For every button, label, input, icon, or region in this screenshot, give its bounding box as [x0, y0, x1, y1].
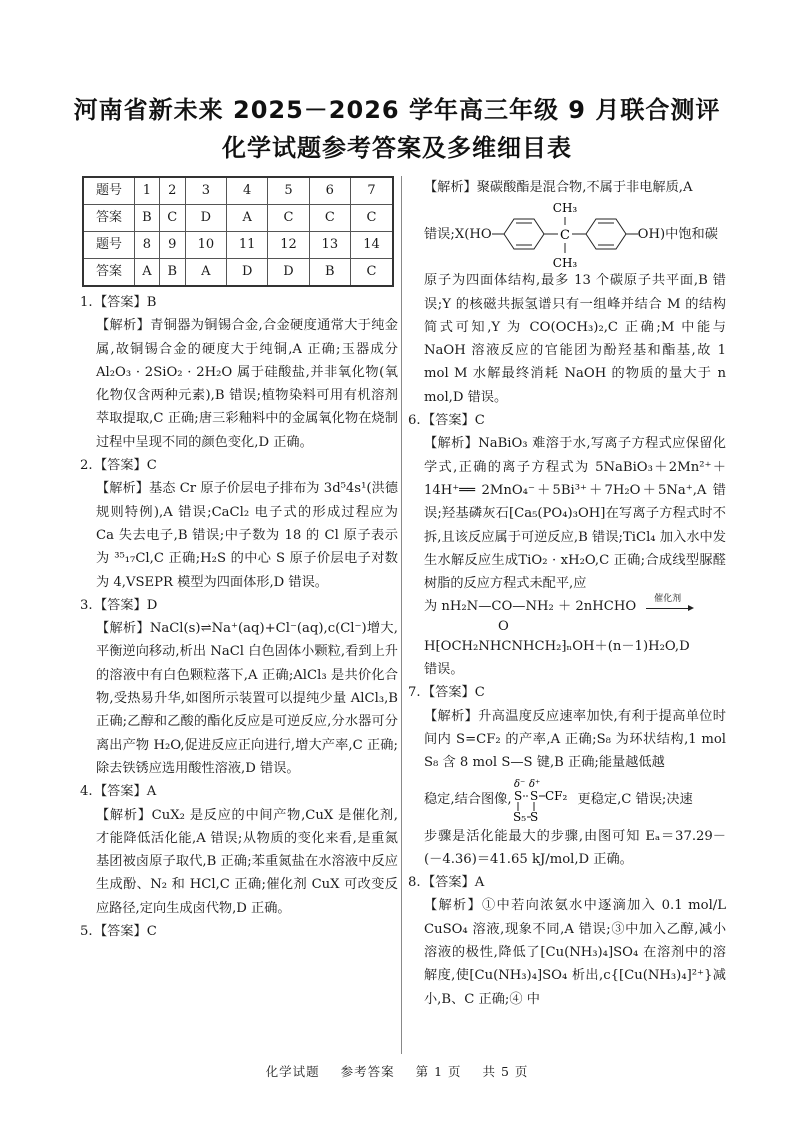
urea-equation [424, 595, 726, 618]
equation-reactants: 为 nH₂N—CO—NH₂ ＋ 2nHCHO [424, 599, 637, 615]
analysis-label: 【解析】 [96, 481, 149, 497]
table-cell: 14 [350, 232, 393, 259]
table-cell: C [309, 205, 350, 232]
table-row-answers-2 [83, 259, 393, 287]
analysis-text: NaBiO₃ 难溶于水,写离子方程式应保留化学式,正确的离子方程式为 5NaBiO₃＋2Mn²⁺＋14H⁺══ 2MnO₄⁻＋5Bi³⁺＋7H₂O＋5Na⁺,A 错误;羟基磷灰石[Ca₅(PO₄)₃OH]在写离子方程式时不拆,且该反应属于可逆反应,B 错误;TiCl₄ 加入水中发生水解反应生成TiO₂ · xH₂O,C 正确;合成线型脲醛树脂的反应方程式未配平,应 [424, 436, 726, 592]
table-cell: 5 [268, 177, 309, 205]
analysis-label: 【解析】 [424, 708, 479, 724]
analysis-label: 【解析】 [424, 180, 477, 195]
svg-text:CF₂: CF₂ [544, 788, 567, 803]
table-cell: C [350, 205, 393, 232]
answer-label: 【答案】 [94, 458, 147, 474]
sulfur-ring-line [424, 775, 726, 825]
analysis-text-continued: 步骤是活化能最大的步骤,由图可知 Eₐ＝37.29－(－4.36)＝41.65 kJ/mol,D 正确。 [424, 828, 726, 867]
question-number: 6. [408, 413, 421, 429]
question-7 [408, 681, 726, 871]
table-cell: D [268, 259, 309, 287]
answer-label: 【答案】 [422, 413, 475, 429]
analysis-text: 升高温度反应速率加快,有利于提高单位时间内 S=CF₂ 的产率,A 正确;S₈ 为环状结构,1 mol S₈ 含 8 mol S—S 键,B 正确;能量越低越 [424, 708, 726, 771]
row-label: 题号 [83, 232, 135, 259]
analysis-text: 聚碳酸酯是混合物,不属于非电解质,A [476, 180, 693, 195]
text-before-structure: 错误;X(HO [424, 226, 492, 242]
footer-total-pages: 共 5 页 [482, 1064, 529, 1079]
answer-value: C [474, 413, 485, 429]
table-cell: A [227, 205, 268, 232]
analysis-text: ①中若向浓氨水中逐滴加入 0.1 mol/L CuSO₄ 溶液,现象不同,A 错误;③中加入乙醇,减小溶液的极性,降低了[Cu(NH₃)₄]SO₄ 在溶剂中的溶解度,使[Cu(NH₃)₄]SO₄ 析出,c{[Cu(NH₃)₄]²⁺}减小,B、C 正确;④ 中 [424, 898, 727, 1007]
table-cell: B [159, 259, 185, 287]
analysis-label: 【解析】 [424, 898, 483, 914]
question-4 [80, 780, 398, 920]
row-label: 答案 [83, 259, 135, 287]
row-label: 题号 [83, 177, 135, 205]
analysis-text-continued: 原子为四面体结构,最多 13 个碳原子共平面,B 错误;Y 的核磁共振氢谱只有一组峰并结合 M 的结构简式可知,Y 为 CO(OCH₃)₂,C 正确;M 中能与 NaOH 溶液反应的官能团为酚羟基和酯基,故 1 mol M 水解最终消耗 NaOH 的物质的量大于 n mol,D 错误。 [424, 273, 726, 405]
table-cell: C [268, 205, 309, 232]
svg-text:δ⁻: δ⁻ [513, 778, 525, 790]
table-cell: A [185, 259, 226, 287]
question-6 [408, 409, 726, 681]
question-number: 1. [80, 295, 93, 310]
answer-value: A [146, 784, 157, 800]
svg-text:S: S [529, 809, 538, 824]
question-number: 3. [80, 597, 93, 613]
bisphenol-a-structure-icon [492, 199, 638, 269]
right-column [408, 176, 726, 1011]
text-after-structure: OH)中饱和碳 [637, 226, 718, 242]
analysis-label: 【解析】 [96, 318, 151, 334]
carbonyl-oxygen: O [498, 618, 509, 634]
methyl-top: CH₃ [552, 201, 577, 216]
table-row-answers-1 [83, 205, 393, 232]
answer-value: B [146, 295, 157, 310]
question-2 [80, 454, 398, 594]
analysis-label: 【解析】 [96, 807, 152, 823]
column-divider [401, 176, 402, 1054]
question-number: 5. [80, 924, 93, 940]
question-number: 4. [80, 784, 93, 800]
sulfur-ring-structure-icon [512, 775, 578, 825]
table-cell: C [159, 205, 185, 232]
central-carbon: C [559, 228, 570, 244]
equation-product: H⁅OCH₂NHCNHCH₂⁆ₙOH＋(n－1)H₂O,D [424, 638, 690, 654]
answer-value: A [474, 875, 485, 891]
analysis-text: 基态 Cr 原子价层电子排布为 3d⁵4s¹(洪德规则特例),A 错误;CaCl₂ 电子式的形成过程应为 Ca 失去电子,B 错误;中子数为 18 的 Cl 原子表示为 ³⁵₁₇Cl,C 正确;H₂S 的中心 S 原子价层电子对数为 4,VSEPR 模型为四面体形,D 错误。 [96, 481, 398, 590]
page-footer [0, 1062, 794, 1080]
catalyst-label: 催化剂 [654, 593, 682, 604]
footer-page-number: 第 1 页 [415, 1064, 462, 1079]
table-cell: 8 [135, 232, 160, 259]
footer-kind: 参考答案 [340, 1064, 395, 1079]
table-row-questions-1 [83, 177, 393, 205]
equation-end: 错误。 [424, 662, 464, 678]
table-cell: C [350, 259, 393, 287]
table-cell: 4 [227, 177, 268, 205]
svg-text:S: S [513, 788, 522, 803]
table-cell: 12 [268, 232, 309, 259]
row-label: 答案 [83, 205, 135, 232]
table-cell: 2 [159, 177, 185, 205]
analysis-label: 【解析】 [424, 436, 479, 452]
answer-label: 【答案】 [94, 597, 147, 613]
question-number: 8. [408, 875, 421, 891]
text-before-ring: 稳定,结合图像, [424, 791, 512, 807]
answer-label: 【答案】 [94, 924, 147, 940]
text-after-ring: 更稳定,C 错误;决速 [577, 791, 693, 807]
table-cell: 13 [309, 232, 350, 259]
analysis-text: 青铜器为铜锡合金,合金硬度通常大于纯金属,故铜锡合金的硬度大于纯铜,A 正确;玉器成分 Al₂O₃ · 2SiO₂ · 2H₂O 属于硅酸盐,并非氧化物(氧化物仅含两种元素),B 错误;植物染料可用有机溶剂萃取提取,C 正确;唐三彩釉料中的金属氧化物在烧制过程中呈现不同的颜色变化,D 正确。 [96, 318, 398, 450]
document-subtitle: 化学试题参考答案及多维细目表 [222, 134, 572, 162]
methyl-bottom: CH₃ [552, 256, 577, 270]
answer-value: C [146, 458, 157, 474]
table-cell: D [185, 205, 226, 232]
left-column [80, 176, 398, 943]
table-cell: B [309, 259, 350, 287]
analysis-label: 【解析】 [96, 621, 150, 637]
table-cell: 3 [185, 177, 226, 205]
question-5-analysis [408, 176, 726, 409]
svg-text:δ⁺: δ⁺ [528, 778, 540, 790]
table-cell: 1 [135, 177, 160, 205]
answer-value: D [146, 597, 158, 613]
table-cell: 7 [350, 177, 393, 205]
question-number: 2. [80, 458, 93, 474]
question-number: 7. [408, 685, 421, 701]
table-cell: B [135, 205, 160, 232]
question-5-header [80, 920, 398, 943]
table-cell: A [135, 259, 160, 287]
question-3 [80, 594, 398, 780]
svg-text:S: S [529, 788, 538, 803]
analysis-text: CuX₂ 是反应的中间产物,CuX 是催化剂,才能降低活化能,A 错误;从物质的变化来看,是重氮基团被卤原子取代,B 正确;苯重氮盐在水溶液中反应生成酚、N₂ 和 HCl,C 正确;催化剂 CuX 可改变反应路径,定向生成卤代物,D 正确。 [96, 807, 398, 916]
analysis-text: NaCl(s)⇌Na⁺(aq)+Cl⁻(aq),c(Cl⁻)增大,平衡逆向移动,析出 NaCl 白色固体小颗粒,看到上升的溶液中有白色颗粒落下,A 正确;AlCl₃ 是共价化合物,受热易升华,如图所示装置可以提纯少量 AlCl₃,B 正确;乙醇和乙酸的酯化反应是可逆反应,分水器可分离出产物 H₂O,促进反应正向进行,增大产率,C 正确;除去铁锈应选用酸性溶液,D 错误。 [96, 621, 398, 776]
answer-label: 【答案】 [94, 295, 147, 310]
answer-label: 【答案】 [422, 875, 475, 891]
table-row-questions-2 [83, 232, 393, 259]
svg-text:S₅: S₅ [512, 809, 526, 824]
reaction-arrow-icon [646, 593, 696, 614]
answer-label: 【答案】 [422, 685, 475, 701]
question-1 [80, 291, 398, 454]
table-cell: 11 [227, 232, 268, 259]
bisphenol-structure-line [424, 199, 726, 269]
document-title: 河南省新未来 2025－2026 学年高三年级 9 月联合测评 [73, 96, 721, 124]
table-cell: 9 [159, 232, 185, 259]
answer-label: 【答案】 [94, 784, 147, 800]
question-8 [408, 871, 726, 1011]
answer-value: C [474, 685, 485, 701]
footer-subject: 化学试题 [265, 1064, 320, 1079]
answer-table [82, 176, 394, 287]
table-cell: 10 [185, 232, 226, 259]
table-cell: D [227, 259, 268, 287]
answer-value: C [146, 924, 157, 940]
table-cell: 6 [309, 177, 350, 205]
